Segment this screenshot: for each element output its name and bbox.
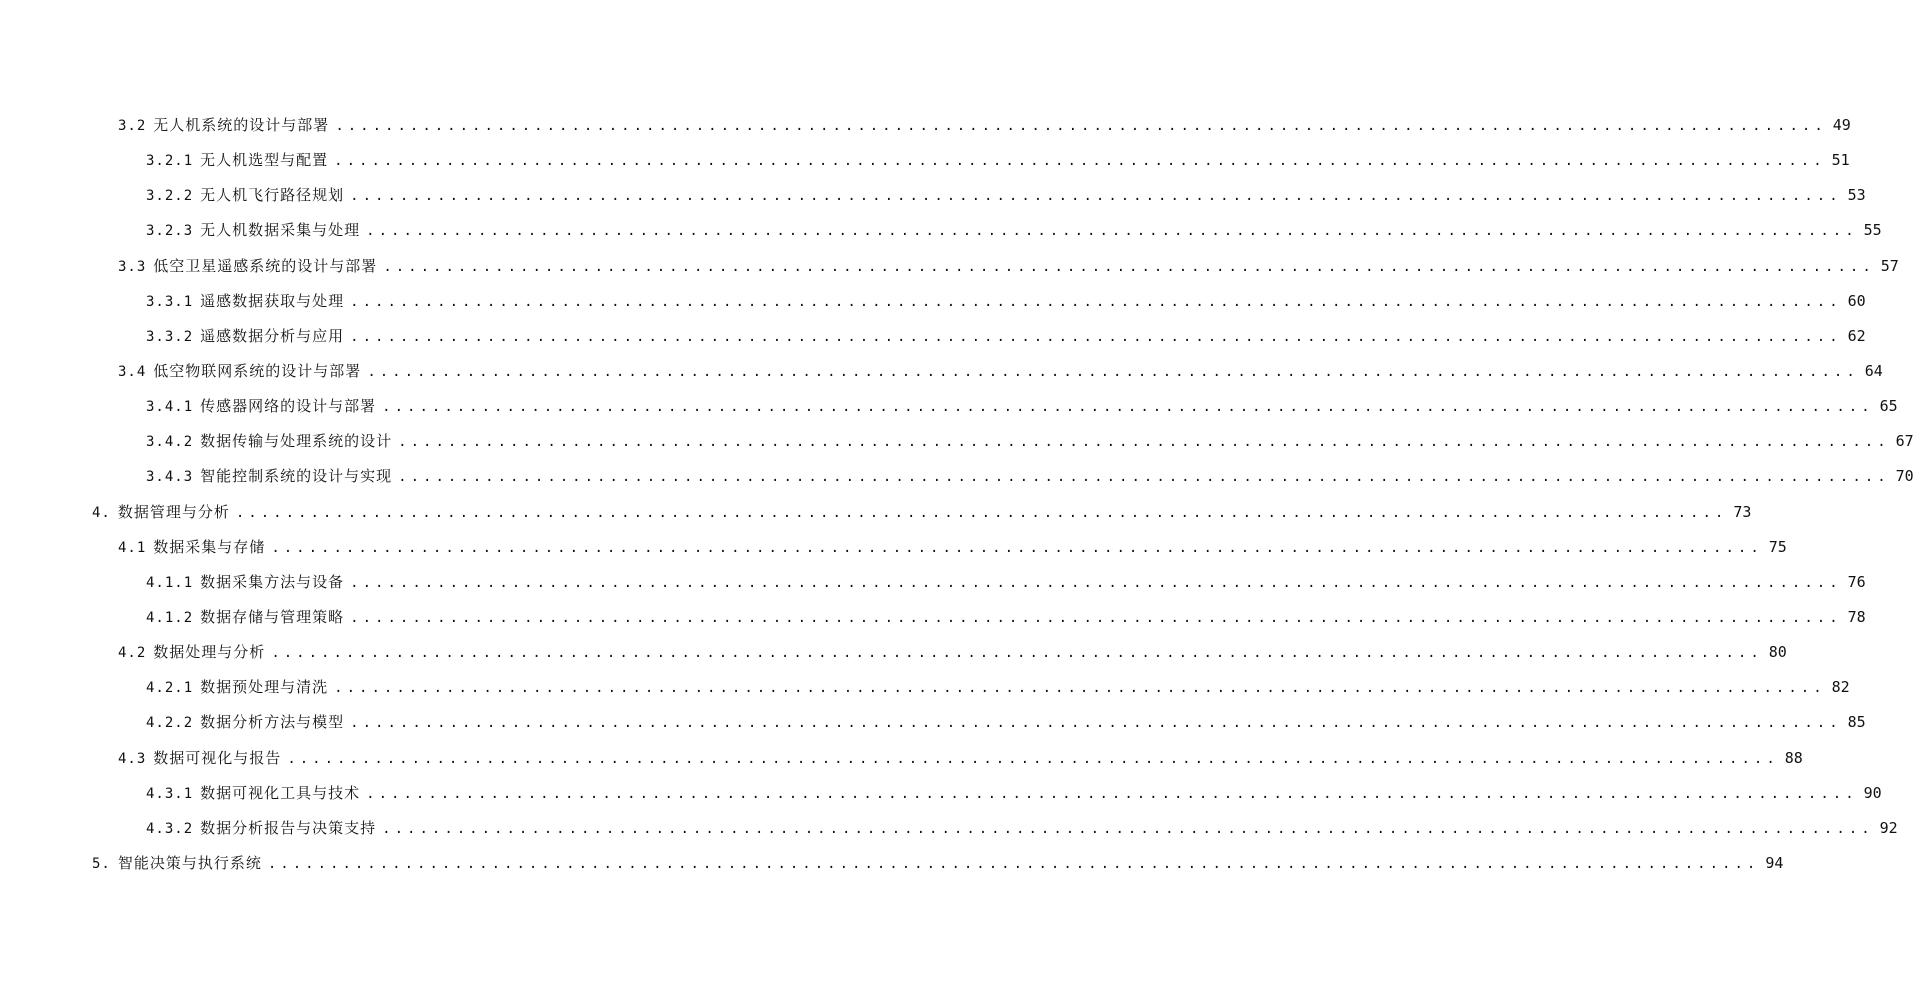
toc-entry-page: 60 (1847, 292, 1866, 310)
toc-entry-page: 65 (1879, 397, 1898, 415)
toc-entry[interactable] (146, 712, 1866, 733)
toc-entry-number: 4.2.1 (146, 680, 194, 696)
toc-entry-page: 64 (1864, 362, 1883, 380)
toc-entry-number: 3.3.2 (146, 329, 194, 345)
toc-entry-title: 无人机选型与配置 (200, 151, 329, 169)
toc-entry-title: 数据可视化工具与技术 (200, 784, 361, 802)
toc-leader-dots: ........................................................................................................................ (267, 856, 1760, 872)
toc-leader-dots: ........................................................................................................................ (350, 715, 1842, 731)
toc-entry-page: 62 (1847, 327, 1866, 345)
toc-leader-dots: ........................................................................................................................ (398, 469, 1890, 485)
toc-entry-page: 90 (1863, 784, 1882, 802)
toc-entry-title: 数据处理与分析 (153, 643, 266, 661)
toc-entry-page: 49 (1832, 116, 1851, 134)
toc-entry[interactable] (92, 853, 1784, 874)
toc-entry-number: 3.4.3 (146, 469, 194, 485)
toc-entry-number: 4.3.1 (146, 786, 194, 802)
toc-entry-number: 4. (92, 505, 111, 521)
toc-entry-number: 3.4 (118, 364, 147, 380)
toc-leader-dots: ........................................................................................................................ (366, 786, 1858, 802)
toc-entry-number: 3.4.2 (146, 434, 194, 450)
toc-entry-page: 76 (1847, 573, 1866, 591)
toc-leader-dots: ........................................................................................................................ (367, 364, 1859, 380)
toc-leader-dots: ........................................................................................................................ (350, 575, 1842, 591)
toc-entry[interactable] (146, 466, 1914, 487)
toc-entry-title: 无人机数据采集与处理 (200, 221, 361, 239)
toc-entry[interactable] (146, 677, 1850, 698)
toc-entry-page: 51 (1831, 151, 1850, 169)
toc-entry-page: 88 (1784, 749, 1803, 767)
toc-entry-number: 4.1 (118, 540, 147, 556)
toc-entry-number: 4.1.2 (146, 610, 194, 626)
toc-entry-number: 4.3 (118, 751, 147, 767)
toc-entry-page: 82 (1831, 678, 1850, 696)
toc-leader-dots: ........................................................................................................................ (382, 399, 1874, 415)
toc-leader-dots: ........................................................................................................................ (235, 505, 1728, 521)
toc-entry[interactable] (146, 818, 1898, 839)
toc-entry[interactable] (118, 361, 1883, 382)
toc-entry-number: 3.2 (118, 118, 147, 134)
toc-leader-dots: ........................................................................................................................ (350, 329, 1842, 345)
toc-entry-page: 73 (1733, 503, 1752, 521)
toc-entry-page: 53 (1847, 186, 1866, 204)
toc-entry[interactable] (146, 396, 1898, 417)
toc-entry-number: 3.4.1 (146, 399, 194, 415)
toc-entry-number: 4.1.1 (146, 575, 194, 591)
toc-entry-page: 57 (1880, 257, 1899, 275)
toc-leader-dots: ........................................................................................................................ (398, 434, 1890, 450)
toc-leader-dots: ........................................................................................................................ (271, 540, 1763, 556)
toc-entry-title: 遥感数据获取与处理 (200, 292, 345, 310)
toc-entry[interactable] (118, 748, 1803, 769)
toc-entry-title: 智能控制系统的设计与实现 (200, 467, 393, 485)
toc-entry-title: 数据采集与存储 (153, 538, 266, 556)
toc-entry-page: 67 (1895, 432, 1914, 450)
toc-entry-title: 数据可视化与报告 (153, 749, 282, 767)
toc-entry-number: 4.2 (118, 645, 147, 661)
toc-entry-title: 低空卫星遥感系统的设计与部署 (153, 257, 378, 275)
toc-leader-dots: ........................................................................................................................ (334, 153, 1826, 169)
toc-leader-dots: ........................................................................................................................ (350, 294, 1842, 310)
toc-entry-page: 55 (1863, 221, 1882, 239)
toc-leader-dots: ........................................................................................................................ (366, 223, 1858, 239)
toc-entry[interactable] (146, 185, 1866, 206)
toc-entry-title: 数据预处理与清洗 (200, 678, 329, 696)
toc-entry-page: 80 (1768, 643, 1787, 661)
toc-leader-dots: ........................................................................................................................ (271, 645, 1763, 661)
toc-entry-page: 92 (1879, 819, 1898, 837)
toc-leader-dots: ........................................................................................................................ (287, 751, 1779, 767)
toc-entry[interactable] (118, 115, 1851, 136)
toc-entry[interactable] (146, 291, 1866, 312)
toc-entry-title: 数据存储与管理策略 (200, 608, 345, 626)
toc-entry-title: 数据传输与处理系统的设计 (200, 432, 393, 450)
toc-entry-number: 4.2.2 (146, 715, 194, 731)
toc-entry-number: 3.2.1 (146, 153, 194, 169)
toc-entry-title: 智能决策与执行系统 (117, 854, 262, 872)
toc-leader-dots: ........................................................................................................................ (335, 118, 1827, 134)
toc-entry[interactable] (146, 607, 1866, 628)
toc-entry[interactable] (118, 642, 1787, 663)
toc-leader-dots: ........................................................................................................................ (350, 188, 1842, 204)
toc-entry-title: 数据采集方法与设备 (200, 573, 345, 591)
toc-entry-number: 5. (92, 856, 111, 872)
toc-entry[interactable] (146, 431, 1914, 452)
toc-entry-title: 传感器网络的设计与部署 (200, 397, 377, 415)
toc-entry-title: 数据分析方法与模型 (200, 713, 345, 731)
toc-entry[interactable] (146, 783, 1882, 804)
toc-entry-title: 数据管理与分析 (117, 503, 230, 521)
toc-entry[interactable] (118, 256, 1899, 277)
toc-entry-number: 3.2.3 (146, 223, 194, 239)
toc-leader-dots: ........................................................................................................................ (382, 821, 1874, 837)
toc-entry[interactable] (146, 326, 1866, 347)
toc-entry[interactable] (92, 502, 1752, 523)
toc-leader-dots: ........................................................................................................................ (350, 610, 1842, 626)
toc-entry[interactable] (146, 572, 1866, 593)
toc-entry-number: 3.3.1 (146, 294, 194, 310)
toc-entry-title: 数据分析报告与决策支持 (200, 819, 377, 837)
toc-leader-dots: ........................................................................................................................ (383, 259, 1875, 275)
toc-entry-title: 遥感数据分析与应用 (200, 327, 345, 345)
toc-entry-title: 低空物联网系统的设计与部署 (153, 362, 362, 380)
toc-entry-number: 3.3 (118, 259, 147, 275)
toc-entry[interactable] (118, 537, 1787, 558)
toc-entry-page: 75 (1768, 538, 1787, 556)
toc-leader-dots: ........................................................................................................................ (334, 680, 1826, 696)
toc-entry-number: 4.3.2 (146, 821, 194, 837)
toc-entry-page: 94 (1765, 854, 1784, 872)
toc-entry-number: 3.2.2 (146, 188, 194, 204)
toc-entry-page: 70 (1895, 467, 1914, 485)
toc-entry-page: 78 (1847, 608, 1866, 626)
toc-entry-page: 85 (1847, 713, 1866, 731)
toc-entry[interactable] (146, 150, 1850, 171)
toc-entry-title: 无人机系统的设计与部署 (153, 116, 330, 134)
toc-entry[interactable] (146, 220, 1882, 241)
toc-entry-title: 无人机飞行路径规划 (200, 186, 345, 204)
